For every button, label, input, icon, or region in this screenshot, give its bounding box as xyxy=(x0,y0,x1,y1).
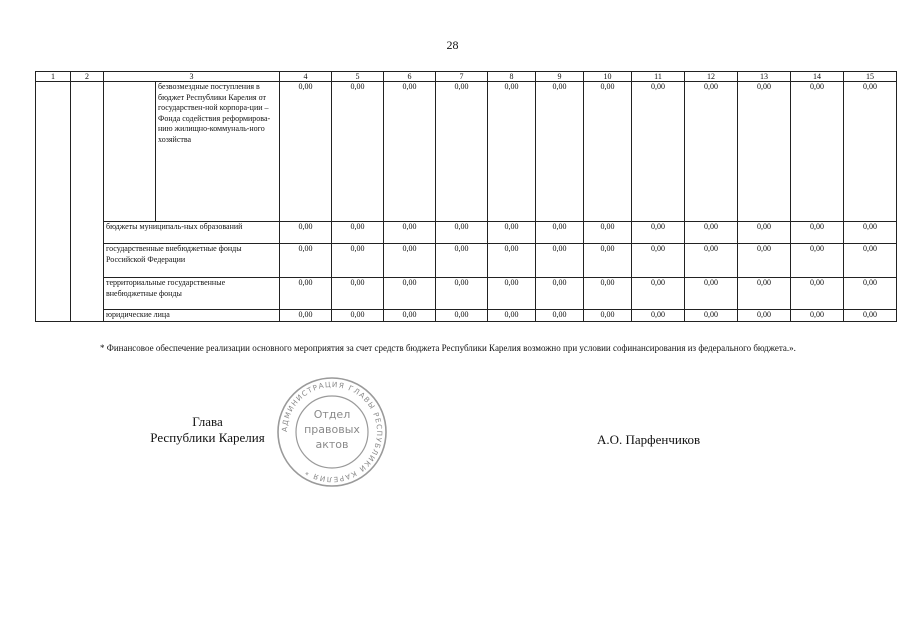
footnote: * Финансовое обеспечение реализации основного мероприятия за счет средств бюджета Республики Карелия возможно при условии софинансирования из федерального бюджета.». xyxy=(100,343,796,353)
value-cell: 0,00 xyxy=(844,244,897,278)
value-cell: 0,00 xyxy=(738,310,791,322)
table-row xyxy=(36,222,897,244)
value-cell: 0,00 xyxy=(280,82,332,222)
value-cell: 0,00 xyxy=(488,222,536,244)
page-number: 28 xyxy=(446,38,459,52)
value-cell: 0,00 xyxy=(738,244,791,278)
column-number-cell: 5 xyxy=(332,72,384,82)
table-row xyxy=(36,310,897,322)
column-number-cell: 8 xyxy=(488,72,536,82)
table-row xyxy=(36,244,897,278)
column-number-cell: 7 xyxy=(436,72,488,82)
value-cell: 0,00 xyxy=(632,278,685,310)
value-cell: 0,00 xyxy=(632,244,685,278)
signature-title-line2: Республики Карелия xyxy=(150,430,265,445)
value-cell: 0,00 xyxy=(584,278,632,310)
value-cell: 0,00 xyxy=(632,222,685,244)
value-cell: 0,00 xyxy=(584,244,632,278)
value-cell: 0,00 xyxy=(584,222,632,244)
value-cell: 0,00 xyxy=(280,310,332,322)
table-row xyxy=(36,82,897,222)
merged-cell-col1 xyxy=(36,82,71,322)
table-row xyxy=(36,278,897,310)
value-cell: 0,00 xyxy=(436,244,488,278)
value-cell: 0,00 xyxy=(685,310,738,322)
column-number-cell: 3 xyxy=(104,72,280,82)
value-cell: 0,00 xyxy=(332,244,384,278)
value-cell: 0,00 xyxy=(384,82,436,222)
value-cell: 0,00 xyxy=(844,222,897,244)
budget-table xyxy=(35,71,897,322)
value-cell: 0,00 xyxy=(536,244,584,278)
merged-cell-col2 xyxy=(71,82,104,322)
value-cell: 0,00 xyxy=(280,278,332,310)
signatory-name: А.О. Парфенчиков xyxy=(597,432,701,447)
value-cell: 0,00 xyxy=(488,82,536,222)
column-number-cell: 13 xyxy=(738,72,791,82)
value-cell: 0,00 xyxy=(844,310,897,322)
value-cell: 0,00 xyxy=(436,278,488,310)
value-cell: 0,00 xyxy=(791,310,844,322)
value-cell: 0,00 xyxy=(332,278,384,310)
value-cell: 0,00 xyxy=(685,244,738,278)
column-number-cell: 2 xyxy=(71,72,104,82)
value-cell: 0,00 xyxy=(280,222,332,244)
value-cell: 0,00 xyxy=(436,82,488,222)
official-stamp xyxy=(276,376,388,488)
value-cell: 0,00 xyxy=(536,82,584,222)
value-cell: 0,00 xyxy=(384,222,436,244)
value-cell: 0,00 xyxy=(632,310,685,322)
value-cell: 0,00 xyxy=(488,244,536,278)
value-cell: 0,00 xyxy=(436,310,488,322)
value-cell: 0,00 xyxy=(584,82,632,222)
value-cell: 0,00 xyxy=(791,244,844,278)
value-cell: 0,00 xyxy=(280,244,332,278)
value-cell: 0,00 xyxy=(685,82,738,222)
value-cell: 0,00 xyxy=(791,82,844,222)
stamp-ring-text: АДМИНИСТРАЦИЯ ГЛАВЫ РЕСПУБЛИКИ КАРЕЛИЯ * xyxy=(279,379,385,485)
column-number-cell: 12 xyxy=(685,72,738,82)
value-cell: 0,00 xyxy=(488,310,536,322)
value-cell: 0,00 xyxy=(332,310,384,322)
value-cell: 0,00 xyxy=(584,310,632,322)
value-cell: 0,00 xyxy=(436,222,488,244)
column-number-cell: 14 xyxy=(791,72,844,82)
table-body xyxy=(36,72,897,322)
funding-source-cell: государственные внебюджетные фонды Российской Федерации xyxy=(104,244,280,278)
stamp-line-1: Отдел xyxy=(313,408,351,421)
value-cell: 0,00 xyxy=(384,278,436,310)
column-number-cell: 10 xyxy=(584,72,632,82)
stamp-line-2: правовых xyxy=(304,423,360,436)
column-number-cell: 15 xyxy=(844,72,897,82)
value-cell: 0,00 xyxy=(536,278,584,310)
column-number-cell: 9 xyxy=(536,72,584,82)
funding-source-cell: территориальные государственные внебюджетные фонды xyxy=(104,278,280,310)
value-cell: 0,00 xyxy=(844,278,897,310)
signature-title-line1: Глава xyxy=(192,414,223,429)
value-cell: 0,00 xyxy=(685,222,738,244)
value-cell: 0,00 xyxy=(844,82,897,222)
funding-source-cell: безвозмездные поступления в бюджет Республики Карелия от государствен-ной корпора-ции – Фонда содействия реформирова-нию жилищно-коммуналь-ного хозяйства xyxy=(156,82,280,222)
value-cell: 0,00 xyxy=(536,310,584,322)
value-cell: 0,00 xyxy=(332,82,384,222)
value-cell: 0,00 xyxy=(632,82,685,222)
funding-source-cell: бюджеты муниципаль-ных образований xyxy=(104,222,280,244)
column-number-cell: 1 xyxy=(36,72,71,82)
value-cell: 0,00 xyxy=(384,244,436,278)
value-cell: 0,00 xyxy=(332,222,384,244)
column-number-cell: 11 xyxy=(632,72,685,82)
value-cell: 0,00 xyxy=(488,278,536,310)
value-cell: 0,00 xyxy=(738,278,791,310)
column-number-cell: 6 xyxy=(384,72,436,82)
signature-title xyxy=(140,414,275,446)
value-cell: 0,00 xyxy=(384,310,436,322)
stamp-line-3: актов xyxy=(315,438,349,451)
column-number-row xyxy=(36,72,897,82)
value-cell: 0,00 xyxy=(685,278,738,310)
value-cell: 0,00 xyxy=(738,222,791,244)
column-number-cell: 4 xyxy=(280,72,332,82)
funding-source-cell: юридические лица xyxy=(104,310,280,322)
value-cell: 0,00 xyxy=(791,222,844,244)
value-cell: 0,00 xyxy=(791,278,844,310)
blank-subcell xyxy=(104,82,156,222)
value-cell: 0,00 xyxy=(536,222,584,244)
value-cell: 0,00 xyxy=(738,82,791,222)
